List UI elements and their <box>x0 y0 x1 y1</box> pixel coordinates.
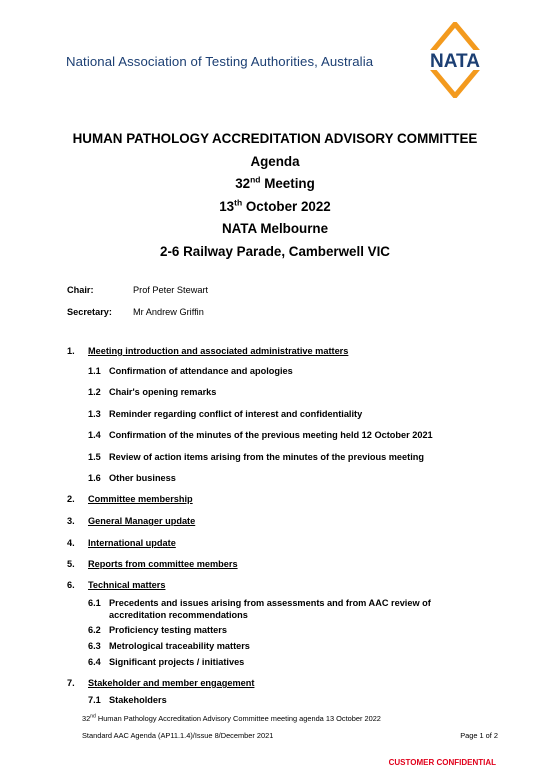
footer-meeting-line: 32nd Human Pathology Accreditation Advisory Committee meeting agenda 13 October 2022 <box>82 713 381 723</box>
secretary-label: Secretary: <box>67 307 112 317</box>
agenda-list: 1. Meeting introduction and associated administrative matters 1.1 Confirmation of attendance and apologies 1.2 Chair's opening remarks 1.3 Reminder regarding conflict of interest and confidentiality 1.4 Confirmation of the minutes of the previous meeting held 12 October 2021 1.5 Review of action items arising from the minutes of the previous meeting 1.6 Other business 2. Committee membership 3. General Manager update 4. International update 5. Reports from committee members 6. Technical matters 6.1 Precedents and issues arising from assessments and from AAC review of accreditation recommendations 6.2 Proficiency testing matters 6.3 Metrological traceability matters 6.4 Significant projects / initiatives 7. Stakeholder and member engagement 7.1 Stakeholders <box>67 346 433 705</box>
secretary-name: Mr Andrew Griffin <box>133 307 204 317</box>
confidential-label: CUSTOMER CONFIDENTIAL <box>388 758 496 767</box>
page-number: Page 1 of 2 <box>460 731 498 740</box>
committee-title: HUMAN PATHOLOGY ACCREDITATION ADVISORY COMMITTEE <box>72 131 478 146</box>
agenda-heading: Agenda <box>250 153 300 169</box>
chair-name: Prof Peter Stewart <box>133 285 209 295</box>
footer-standard: Standard AAC Agenda (AP11.1.4)/Issue 8/December 2021 <box>82 731 274 740</box>
meeting-address: 2-6 Railway Parade, Camberwell VIC <box>160 243 390 259</box>
chair-label: Chair: <box>67 285 94 295</box>
meeting-number: 32nd Meeting <box>235 174 315 192</box>
meeting-date: 13th October 2022 <box>219 197 331 214</box>
org-name: National Association of Testing Authorities, Australia <box>66 54 374 69</box>
logo-text: NATA <box>430 51 480 72</box>
meeting-location: NATA Melbourne <box>221 221 329 237</box>
